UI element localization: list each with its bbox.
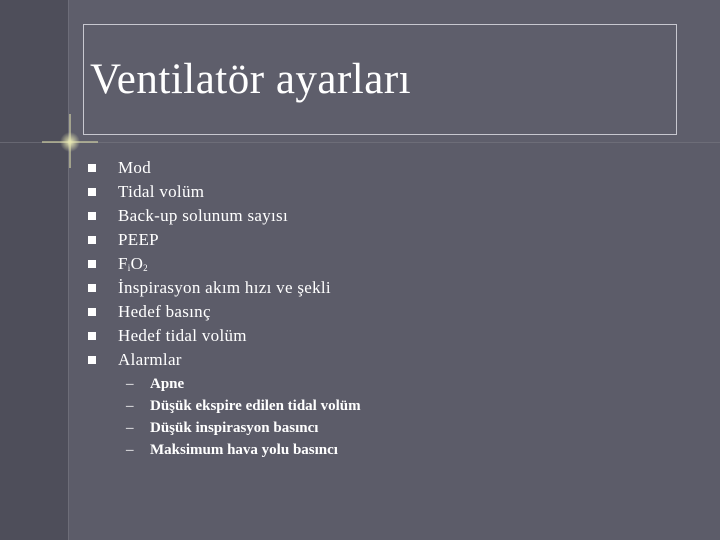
square-bullet-icon [88, 308, 96, 316]
fio2-sub-i: i [127, 263, 131, 273]
bullet-label: İnspirasyon akım hızı ve şekli [118, 278, 331, 297]
title-frame [83, 24, 677, 135]
bullet-label: PEEP [118, 230, 159, 249]
square-bullet-icon [88, 260, 96, 268]
sub-list-item [126, 395, 361, 417]
bullet-list [88, 156, 331, 372]
fio2-f: F [118, 254, 128, 273]
slide-title: Ventilatör ayarları [90, 56, 412, 103]
alarm-label: Düşük inspirasyon basıncı [150, 420, 319, 436]
list-item [88, 276, 331, 300]
alarm-label: Düşük ekspire edilen tidal volüm [150, 398, 361, 414]
list-item [88, 300, 331, 324]
horizontal-divider [0, 142, 720, 143]
fio2-sub-2: 2 [143, 263, 148, 273]
list-item [88, 252, 331, 276]
list-item [88, 204, 331, 228]
sub-list-item [126, 373, 361, 395]
bullet-label: Tidal volüm [118, 182, 205, 201]
square-bullet-icon [88, 332, 96, 340]
left-decorative-strip [0, 0, 68, 540]
square-bullet-icon [88, 164, 96, 172]
list-item [88, 324, 331, 348]
square-bullet-icon [88, 284, 96, 292]
alarm-sublist [126, 373, 361, 461]
list-item [88, 180, 331, 204]
dash-marker: – [126, 420, 134, 436]
alarm-label: Maksimum hava yolu basıncı [150, 442, 338, 458]
dash-marker: – [126, 398, 134, 414]
fio2-o: O [130, 254, 144, 273]
list-item [88, 156, 331, 180]
bullet-label: Hedef basınç [118, 302, 211, 321]
sub-list-item [126, 417, 361, 439]
bullet-label: Hedef tidal volüm [118, 326, 247, 345]
square-bullet-icon [88, 188, 96, 196]
square-bullet-icon [88, 356, 96, 364]
dash-marker: – [126, 442, 134, 458]
vertical-divider [68, 0, 69, 540]
bullet-label: Mod [118, 158, 152, 177]
list-item [88, 348, 331, 372]
sub-list-item [126, 439, 361, 461]
square-bullet-icon [88, 236, 96, 244]
list-item [88, 228, 331, 252]
bullet-label: Back-up solunum sayısı [118, 206, 288, 225]
square-bullet-icon [88, 212, 96, 220]
bullet-label: Alarmlar [118, 350, 182, 369]
bullet-label-fio2 [118, 254, 148, 273]
alarm-label: Apne [150, 376, 185, 392]
dash-marker: – [126, 376, 134, 392]
